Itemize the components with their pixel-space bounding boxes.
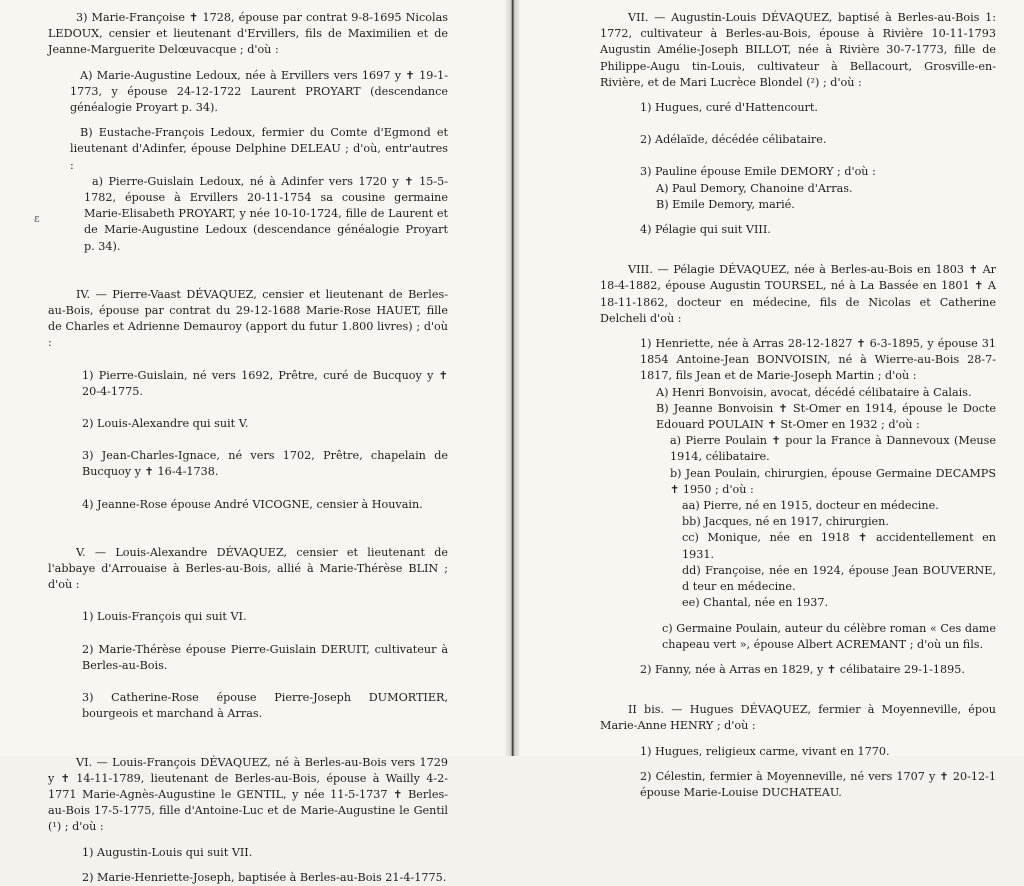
generation-iv-child-1: 1) Pierre-Guislain, né vers 1692, Prêtre, curé de Bucquoy y ✝ 20-4-1775. bbox=[82, 368, 448, 398]
generation-vii: VII. — Augustin-Louis DÉVAQUEZ, baptisé à Berles-au-Bois 1: 1772, cultivateur à Berles-au-Bois, épouse à Rivière 10-11-1793 Augustin Amélie-Joseph BILLOT, née à Rivière 30-7-1773, fille de Philippe-Augu tin-Louis, cultivateur à Bellacourt, Grosville-en-Rivière, et de Mari Lucrèce Blondel (²) ; d'où : bbox=[600, 11, 996, 89]
left-page-text bbox=[48, 10, 448, 886]
descendant-cc: cc) Monique, née en 1918 ✝ accidentellement en 1931. bbox=[682, 531, 996, 561]
generation-vii-child-3: 3) Pauline épouse Emile DEMORY ; d'où : bbox=[640, 165, 876, 179]
great-grandchild-a: a) Pierre Poulain ✝ pour la France à Dannevoux (Meuse 1914, célibataire. bbox=[670, 434, 996, 464]
generation-vi: VI. — Louis-François DÉVAQUEZ, né à Berles-au-Bois vers 1729 y ✝ 14-11-1789, lieutenant de Berles-au-Bois, épouse à Wailly 4-2-1771 Marie-Agnès-Augustine le GENTIL, y née 11-5-1737 ✝ Berles-au-Bois 17-5-1775, fille d'Antoine-Luc et de Marie-Augustine le Gentil (¹) ; d'où : bbox=[48, 755, 448, 834]
margin-mark: ɛ bbox=[34, 212, 40, 225]
generation-vi-child-1: 1) Augustin-Louis qui suit VII. bbox=[82, 845, 253, 859]
great-grandchild-b: b) Jean Poulain, chirurgien, épouse Germaine DECAMPS ✝ 1950 ; d'où : bbox=[670, 466, 996, 496]
descendant-bb: bb) Jacques, né en 1917, chirurgien. bbox=[682, 515, 889, 529]
generation-viii-grandchild-a: A) Henri Bonvoisin, avocat, décédé célibataire à Calais. bbox=[656, 385, 972, 399]
generation-v-child-2: 2) Marie-Thérèse épouse Pierre-Guislain DERUIT, cultivateur à Berles-au-Bois. bbox=[82, 642, 448, 672]
generation-iv-child-2: 2) Louis-Alexandre qui suit V. bbox=[82, 417, 249, 431]
generation-vii-grandchild-b: B) Emile Demory, marié. bbox=[656, 197, 795, 211]
right-page bbox=[520, 0, 1024, 799]
descendant-ee: ee) Chantal, née en 1937. bbox=[682, 596, 829, 610]
left-page bbox=[0, 0, 505, 884]
generation-v-child-1: 1) Louis-François qui suit VI. bbox=[82, 610, 247, 624]
generation-viii: VIII. — Pélagie DÉVAQUEZ, née à Berles-au-Bois en 1803 ✝ Ar 18-4-1882, épouse Augustin TOURSEL, né à La Bassée en 1801 ✝ A 18-11-1862, docteur en médecine, fils de Nicolas et Catherine Delcheli d'où : bbox=[600, 263, 996, 325]
right-page-text bbox=[600, 10, 996, 801]
generation-iv-child-3: 3) Jean-Charles-Ignace, né vers 1702, Prêtre, chapelain de Bucquoy y ✝ 16-4-1738. bbox=[82, 449, 448, 479]
generation-vi-child-2: 2) Marie-Henriette-Joseph, baptisée à Berles-au-Bois 21-4-1775. bbox=[82, 870, 447, 884]
great-grandchild-c: c) Germaine Poulain, auteur du célèbre roman « Ces dame chapeau vert », épouse Albert ACREMANT ; d'où un fils. bbox=[662, 621, 996, 651]
generation-vii-child-1: 1) Hugues, curé d'Hattencourt. bbox=[640, 101, 818, 115]
entry-iii-3-a: A) Marie-Augustine Ledoux, née à Ervillers vers 1697 y ✝ 19-1-1773, y épouse 24-12-1722 Laurent PROYART (descendance généalogie Proyart p. 34). bbox=[70, 68, 448, 115]
generation-viii-child-1: 1) Henriette, née à Arras 28-12-1827 ✝ 6-3-1895, y épouse 31 1854 Antoine-Jean BONVOISIN, né à Wierre-au-Bois 28-7-1817, fils Jean et de Marie-Joseph Martin ; d'où : bbox=[640, 337, 996, 383]
generation-viii-grandchild-b: B) Jeanne Bonvoisin ✝ St-Omer en 1914, épouse le Docte Edouard POULAIN ✝ St-Omer en 1932 ; d'où : bbox=[656, 401, 996, 432]
book-gutter bbox=[505, 0, 520, 756]
generation-vii-child-2: 2) Adélaïde, décédée célibataire. bbox=[640, 133, 827, 147]
descendant-dd: dd) Françoise, née en 1924, épouse Jean BOUVERNE, d teur en médecine. bbox=[682, 563, 996, 594]
generation-v-child-3: 3) Catherine-Rose épouse Pierre-Joseph DUMORTIER, bourgeois et marchand à Arras. bbox=[82, 691, 448, 721]
generation-vii-child-4: 4) Pélagie qui suit VIII. bbox=[640, 223, 771, 237]
generation-iv: IV. — Pierre-Vaast DÉVAQUEZ, censier et lieutenant de Berles-au-Bois, épouse par contrat du 29-12-1688 Marie-Rose HAUET, fille de Charles et Adrienne Demauroy (apport du futur 1.800 livres) ; d'où : bbox=[48, 287, 448, 350]
entry-iii-3: 3) Marie-Françoise ✝ 1728, épouse par contrat 9-8-1695 Nicolas LEDOUX, censier et lieutenant d'Ervillers, fils de Maximilien et de Jeanne-Marguerite Delœuvacque ; d'où : bbox=[48, 11, 448, 57]
generation-ii-bis-child-2: 2) Célestin, fermier à Moyenneville, né vers 1707 y ✝ 20-12-1 épouse Marie-Louise DUCHATEAU. bbox=[640, 769, 996, 799]
generation-vii-grandchild-a: A) Paul Demory, Chanoine d'Arras. bbox=[656, 181, 853, 195]
generation-v: V. — Louis-Alexandre DÉVAQUEZ, censier et lieutenant de l'abbaye d'Arrouaise à Berles-au-Bois, allié à Marie-Thérèse BLIN ; d'où : bbox=[48, 545, 448, 592]
generation-viii-child-2: 2) Fanny, née à Arras en 1829, y ✝ célibataire 29-1-1895. bbox=[640, 662, 965, 676]
generation-ii-bis-child-1: 1) Hugues, religieux carme, vivant en 1770. bbox=[640, 744, 890, 758]
generation-ii-bis: II bis. — Hugues DÉVAQUEZ, fermier à Moyenneville, épou Marie-Anne HENRY ; d'où : bbox=[600, 703, 996, 733]
entry-iii-3-b-a: a) Pierre-Guislain Ledoux, né à Adinfer vers 1720 y ✝ 15-5-1782, épouse à Ervillers 20-11-1754 sa cousine germaine Marie-Elisabeth PROYART, y née 10-10-1724, fille de Laurent et de Marie-Augustine Ledoux (descendance généalogie Proyart p. 34). bbox=[84, 174, 448, 253]
entry-iii-3-b: B) Eustache-François Ledoux, fermier du Comte d'Egmond et lieutenant d'Adinfer, épouse Delphine DELEAU ; d'où, entr'autres : bbox=[70, 126, 448, 172]
generation-iv-child-4: 4) Jeanne-Rose épouse André VICOGNE, censier à Houvain. bbox=[82, 497, 423, 511]
descendant-aa: aa) Pierre, né en 1915, docteur en médecine. bbox=[682, 499, 939, 513]
